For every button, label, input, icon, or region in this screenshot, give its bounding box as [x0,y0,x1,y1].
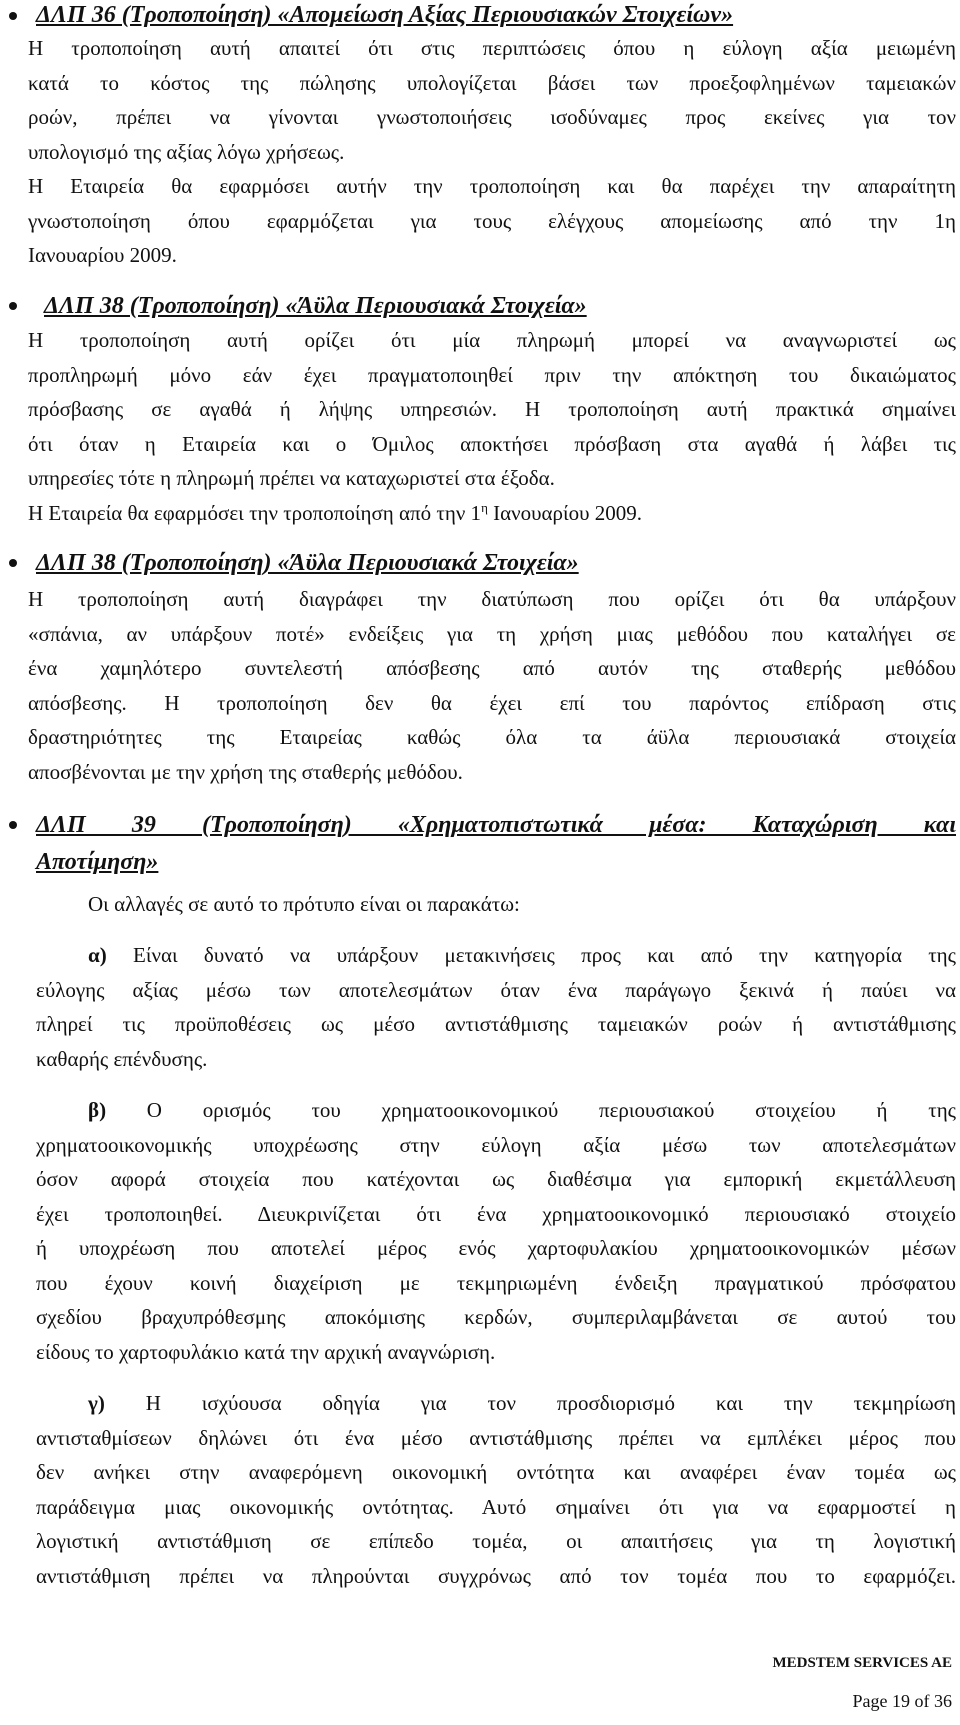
effective-date-suffix: Ιανουαρίου 2009. [487,500,643,525]
text-line: υπηρεσίες τότε η πληρωμή πρέπει να καταχωριστεί στα έξοδα. [28,466,555,490]
item-a [36,938,956,1076]
text-line [36,938,956,973]
text-line [36,1093,956,1128]
text-line: έχει τροποποιηθεί. Διευκρινίζεται ότι ένα χρηματοοικονομικό περιουσιακό στοιχείο [36,1201,956,1226]
section-title-text: ΔΛΠ 39 (Τροποποίηση) «Χρηματοπιστωτικά μέσα: Καταχώριση και [36,812,956,838]
intro-line: Οι αλλαγές σε αυτό το πρότυπο είναι οι παρακάτω: [88,892,520,916]
text-line: λογιστική αντιστάθμιση σε επίπεδο τομέα, οι απαιτήσεις για τη λογιστική [36,1529,956,1553]
text-line: υπολογισμό της αξίας λόγω χρήσεως. [28,139,345,164]
text-line: εύλογης αξίας μέσω των αποτελεσμάτων όταν ένα παράγωγο ξεκινά ή παύει να [36,977,956,1002]
text-line: όσον αφορά στοιχεία που κατέχονται ως διαθέσιμα για εμπορική εκμετάλλευση [36,1167,956,1191]
bullet-icon [9,559,17,567]
section-title-line2: Αποτίμηση» [36,849,159,875]
item-label: α) [88,943,107,967]
section-body [28,31,956,273]
item-text: Ο ορισμός του χρηματοοικονομικού περιουσιακού στοιχείου ή της [106,1098,956,1122]
text-line: αποσβένονται με την χρήση της σταθερής μεθόδου. [28,759,463,784]
bullet-icon [9,302,17,310]
item-b [36,1093,956,1369]
text-line [28,496,956,531]
text-line: είδους το χαρτοφυλάκιο κατά την αρχική αναγνώριση. [36,1339,496,1364]
bullet-icon [9,821,17,829]
section-title: ΔΛΠ 38 (Τροποποίηση) «Άϋλα Περιουσιακά Στοιχεία» [36,550,579,576]
section-title: ΔΛΠ 38 (Τροποποίηση) «Άϋλα Περιουσιακά Στοιχεία» [44,293,587,319]
section-body [28,582,956,789]
text-line: παράδειγμα μιας οικονομικής οντότητας. Αυτό σημαίνει ότι για να εφαρμοστεί η [36,1494,956,1519]
text-line: ή υποχρέωση που αποτελεί μέρος ενός χαρτοφυλακίου χρηματοοικονομικών μέσων [36,1236,956,1260]
text-line: Η τροποποίηση αυτή διαγράφει την διατύπωση που ορίζει ότι θα υπάρξουν [28,587,956,611]
bullet-icon [9,12,17,20]
item-text: Είναι δυνατό να υπάρξουν μετακινήσεις προς και από την κατηγορία της [106,943,956,967]
footer-page-number: Page 19 of 36 [852,1691,952,1711]
item-label: β) [88,1098,107,1122]
text-line: Η τροποποίηση αυτή απαιτεί ότι στις περιπτώσεις όπου η εύλογη αξία μειωμένη [28,36,956,60]
text-line: ροών, πρέπει να γίνονται γνωστοποιήσεις ισοδύναμες προς εκείνες για τον [28,105,956,129]
text-line: σχεδίου βραχυπρόθεσμης αποκόμισης κερδών, συμπεριλαμβάνεται σε αυτού του [36,1305,956,1329]
text-line: πρόσβασης σε αγαθά ή λήψης υπηρεσιών. Η τροποποίηση αυτή πρακτικά σημαίνει [28,397,956,421]
ordinal-superscript: η [481,499,488,515]
section-title-line1 [36,807,956,843]
text-line: χρηματοοικονομικής υποχρέωσης στην εύλογη αξία μέσω των αποτελεσμάτων [36,1132,956,1157]
text-line: Η Εταιρεία θα εφαρμόσει αυτήν την τροποποίηση και θα παρέχει την απαραίτητη [28,174,956,198]
text-line: δεν ανήκει στην αναφερόμενη οικονομική οντότητα και αναφέρει έναν τομέα ως [36,1460,956,1484]
text-line: ένα χαμηλότερο συντελεστή απόσβεσης από αυτόν της σταθερής μεθόδου [28,656,956,680]
intro-text [88,887,948,922]
text-line: που έχουν κοινή διαχείριση με τεκμηριωμένη ένδειξη πραγματικού πρόσφατου [36,1270,956,1295]
text-line: Η τροποποίηση αυτή ορίζει ότι μία πληρωμή μπορεί να αναγνωριστεί ως [28,328,956,352]
section-title: ΔΛΠ 36 (Τροποποίηση) «Απομείωση Αξίας Περιουσιακών Στοιχείων» [36,2,734,28]
text-line: Ιανουαρίου 2009. [28,243,177,267]
item-text: Η ισχύουσα οδηγία για τον προσδιορισμό και την τεκμηρίωση [104,1391,956,1415]
section-body [28,323,956,530]
item-label: γ) [88,1391,105,1415]
text-line: καθαρής επένδυσης. [36,1046,208,1071]
item-c [36,1386,956,1593]
text-line: πληρεί τις προϋποθέσεις ως μέσο αντιστάθμισης ταμειακών ροών ή αντιστάθμισης [36,1012,956,1036]
text-line: αντισταθμίσεων δηλώνει ότι ένα μέσο αντιστάθμισης πρέπει να εμπλέκει μέρος που [36,1425,956,1450]
text-line: κατά το κόστος της πώλησης υπολογίζεται βάσει των προεξοφλημένων ταμειακών [28,70,956,95]
text-line: γνωστοποίηση όπου εφαρμόζεται για τους ελέγχους απομείωσης από την 1η [28,208,956,233]
footer-company: MEDSTEM SERVICES AE [772,1655,952,1671]
text-line: «σπάνια, αν υπάρξουν ποτέ» ενδείξεις για τη χρήση μιας μεθόδου που καταλήγει σε [28,621,956,646]
text-line [36,1386,956,1421]
text-line: ότι όταν η Εταιρεία και ο Όμιλος αποκτήσει πρόσβαση στα αγαθά ή λάβει τις [28,431,956,456]
text-line: δραστηριότητες της Εταιρείας καθώς όλα τα άϋλα περιουσιακά στοιχεία [28,725,956,749]
text-line: προπληρωμή μόνο εάν έχει πραγματοποιηθεί πριν την απόκτηση του δικαιώματος [28,362,956,387]
text-line: αντιστάθμιση πρέπει να πληρούνται συγχρόνως από τον τομέα που το εφαρμόζει. [36,1563,956,1588]
text-line: απόσβεσης. Η τροποποίηση δεν θα έχει επί του παρόντος επίδραση στις [28,690,956,715]
effective-date-text: Η Εταιρεία θα εφαρμόσει την τροποποίηση από την 1 [28,500,482,525]
